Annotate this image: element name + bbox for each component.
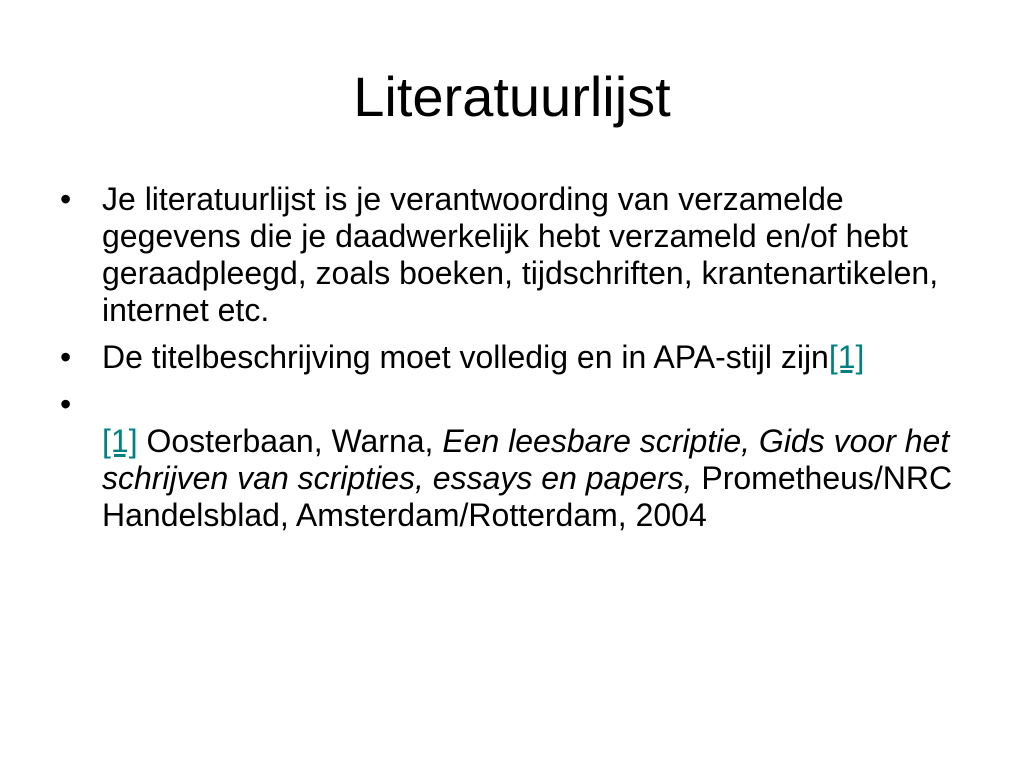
reference-author: Oosterbaan, Warna, [137,423,443,459]
bullet-item-3 [60,386,960,534]
bullet-text: Je literatuurlijst is je verantwoording van verzamelde gegevens die je daadwerkelijk hebt verzameld en/of hebt geraadpleegd, zoals boeken, tijdschriften, krantenartikelen, internet etc. [102,181,939,328]
bullet-icon: • [60,181,72,217]
reference-publisher: Prometheus/NRC Handelsblad, Amsterdam/Rotterdam, 2004 [102,460,953,533]
bullet-list [60,181,960,544]
empty-bullet-line [102,386,960,423]
bullet-icon: • [60,339,72,375]
bullet-icon: • [60,386,72,422]
footnote-link[interactable]: [1] [828,339,865,375]
bullet-text: De titelbeschrijving moet volledig en in APA-stijl zijn [102,339,829,375]
footnote-ref-link[interactable]: [1] [102,423,138,459]
reference-title: Een leesbare scriptie, Gids voor het schrijven van scripties, essays en papers, [102,423,950,496]
bullet-item-2 [60,339,960,376]
slide-title: Literatuurlijst [353,65,671,128]
bullet-item-1 [60,181,960,329]
